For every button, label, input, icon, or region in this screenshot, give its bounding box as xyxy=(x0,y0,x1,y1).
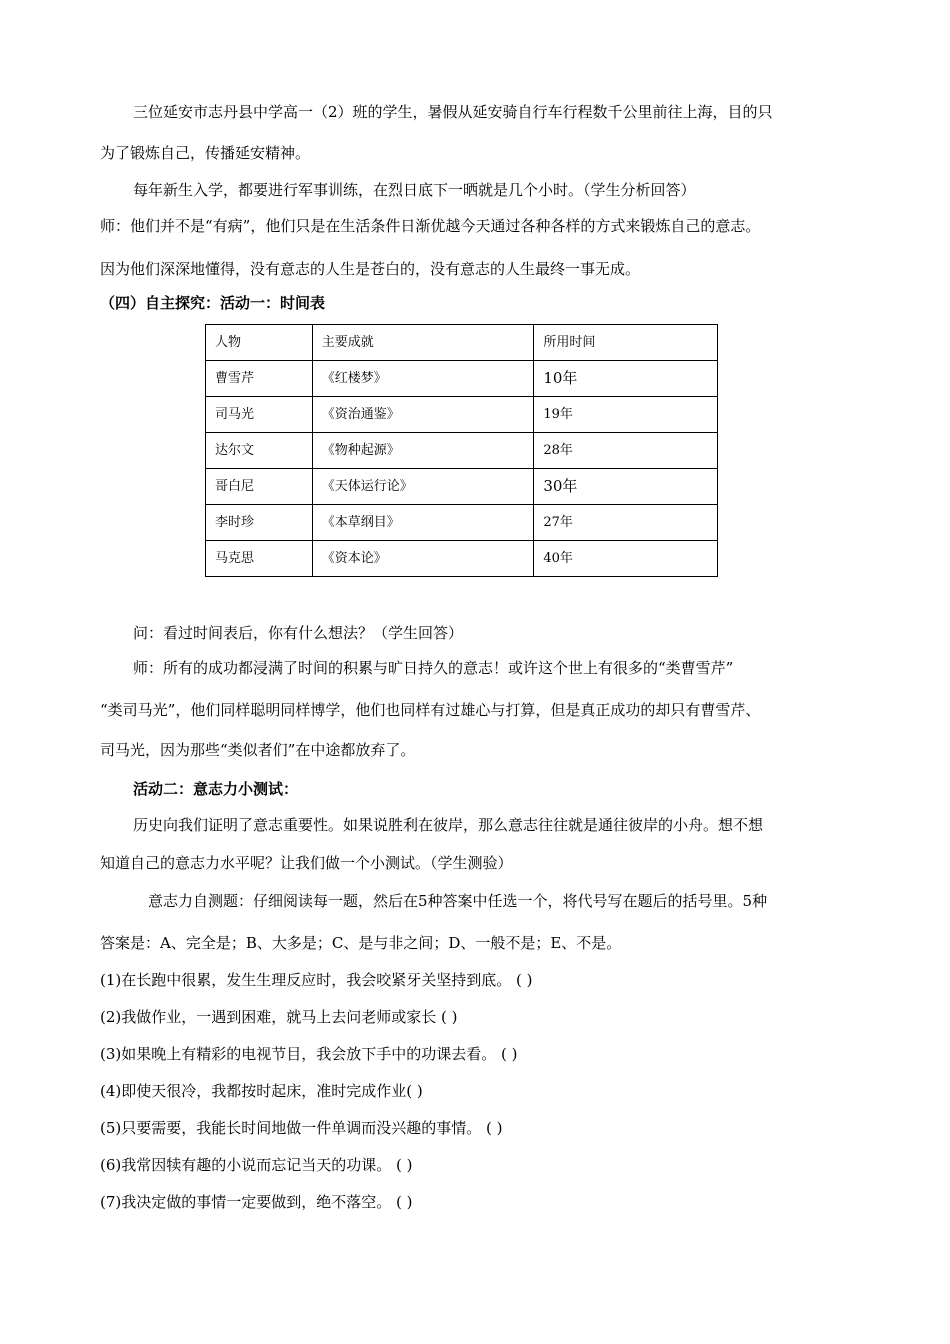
paragraph-teacher-success-line3: 司马光，因为那些“类似者们”在中途都放弃了。 xyxy=(100,741,416,759)
paragraph-teacher-explanation-line2: 因为他们深深地懂得，没有意志的人生是苍白的，没有意志的人生最终一事无成。 xyxy=(100,260,641,278)
test-item: (4)即使天很冷，我都按时起床，准时完成作业( ) xyxy=(100,1082,423,1100)
cell-work: 《红楼梦》 xyxy=(312,361,534,397)
cell-time: 19年 xyxy=(534,397,718,433)
header-cell-time: 所用时间 xyxy=(534,325,718,361)
cell-time: 10年 xyxy=(534,361,718,397)
header-cell-achievement: 主要成就 xyxy=(312,325,534,361)
table-row xyxy=(206,397,718,433)
test-item: (5)只要需要，我能长时间地做一件单调而没兴趣的事情。 ( ) xyxy=(100,1119,503,1137)
table-row xyxy=(206,505,718,541)
test-intro-line1: 意志力自测题：仔细阅读每一题，然后在5种答案中任选一个，将代号写在题后的括号里。5种 xyxy=(148,892,768,910)
cell-time: 40年 xyxy=(534,541,718,577)
paragraph-students-cycling-line2: 为了锻炼自己，传播延安精神。 xyxy=(100,144,311,162)
table-row xyxy=(206,541,718,577)
cell-work: 《本草纲目》 xyxy=(312,505,534,541)
cell-person: 李时珍 xyxy=(206,505,313,541)
paragraph-military-training: 每年新生入学，都要进行军事训练，在烈日底下一晒就是几个小时。（学生分析回答） xyxy=(133,181,696,199)
test-item: (6)我常因犊有趣的小说而忘记当天的功课。 ( ) xyxy=(100,1156,413,1174)
paragraph-history-line2: 知道自己的意志力水平呢？让我们做一个小测试。（学生测验） xyxy=(100,854,513,872)
cell-person: 达尔文 xyxy=(206,433,313,469)
test-item: (3)如果晚上有精彩的电视节目，我会放下手中的功课去看。 ( ) xyxy=(100,1045,518,1063)
question-after-timetable: 问：看过时间表后，你有什么想法？（学生回答） xyxy=(133,624,464,642)
test-item: (7)我决定做的事情一定要做到，绝不落空。 ( ) xyxy=(100,1193,413,1211)
section-heading-activity1: （四）自主探究：活动一：时间表 xyxy=(100,294,326,312)
cell-time: 28年 xyxy=(534,433,718,469)
paragraph-teacher-explanation-line1: 师：他们并不是“有病”，他们只是在生活条件日渐优越今天通过各种各样的方式来锻炼自己的意志。 xyxy=(100,217,761,235)
timetable xyxy=(205,324,718,577)
test-item: (2)我做作业，一遇到困难，就马上去问老师或家长 ( ) xyxy=(100,1008,458,1026)
cell-time: 27年 xyxy=(534,505,718,541)
test-item: (1)在长跑中很累，发生生理反应时，我会咬紧牙关坚持到底。 ( ) xyxy=(100,971,533,989)
test-intro-line2: 答案是：A、完全是；B、大多是；C、是与非之间；D、一般不是；E、不是。 xyxy=(100,934,622,952)
cell-work: 《物种起源》 xyxy=(312,433,534,469)
cell-person: 司马光 xyxy=(206,397,313,433)
cell-work: 《资本论》 xyxy=(312,541,534,577)
table-row xyxy=(206,361,718,397)
paragraph-students-cycling-line1: 三位延安市志丹县中学高一（2）班的学生，暑假从延安骑自行车行程数千公里前往上海，目的只 xyxy=(133,103,773,121)
cell-work: 《资治通鉴》 xyxy=(312,397,534,433)
cell-person: 哥白尼 xyxy=(206,469,313,505)
table-header-row xyxy=(206,325,718,361)
paragraph-history-line1: 历史向我们证明了意志重要性。如果说胜利在彼岸，那么意志往往就是通往彼岸的小舟。想不想 xyxy=(133,816,764,834)
cell-time: 30年 xyxy=(534,469,718,505)
header-cell-person: 人物 xyxy=(206,325,313,361)
paragraph-teacher-success-line1: 师：所有的成功都浸满了时间的积累与旷日持久的意志！或许这个世上有很多的“类曹雪芹” xyxy=(133,659,734,677)
cell-person: 曹雪芹 xyxy=(206,361,313,397)
cell-work: 《天体运行论》 xyxy=(312,469,534,505)
paragraph-teacher-success-line2: “类司马光”，他们同样聪明同样博学，他们也同样有过雄心与打算，但是真正成功的却只有曹雪芹、 xyxy=(100,701,761,719)
cell-person: 马克思 xyxy=(206,541,313,577)
table-row xyxy=(206,433,718,469)
section-heading-activity2: 活动二：意志力小测试： xyxy=(133,780,299,798)
table-row xyxy=(206,469,718,505)
